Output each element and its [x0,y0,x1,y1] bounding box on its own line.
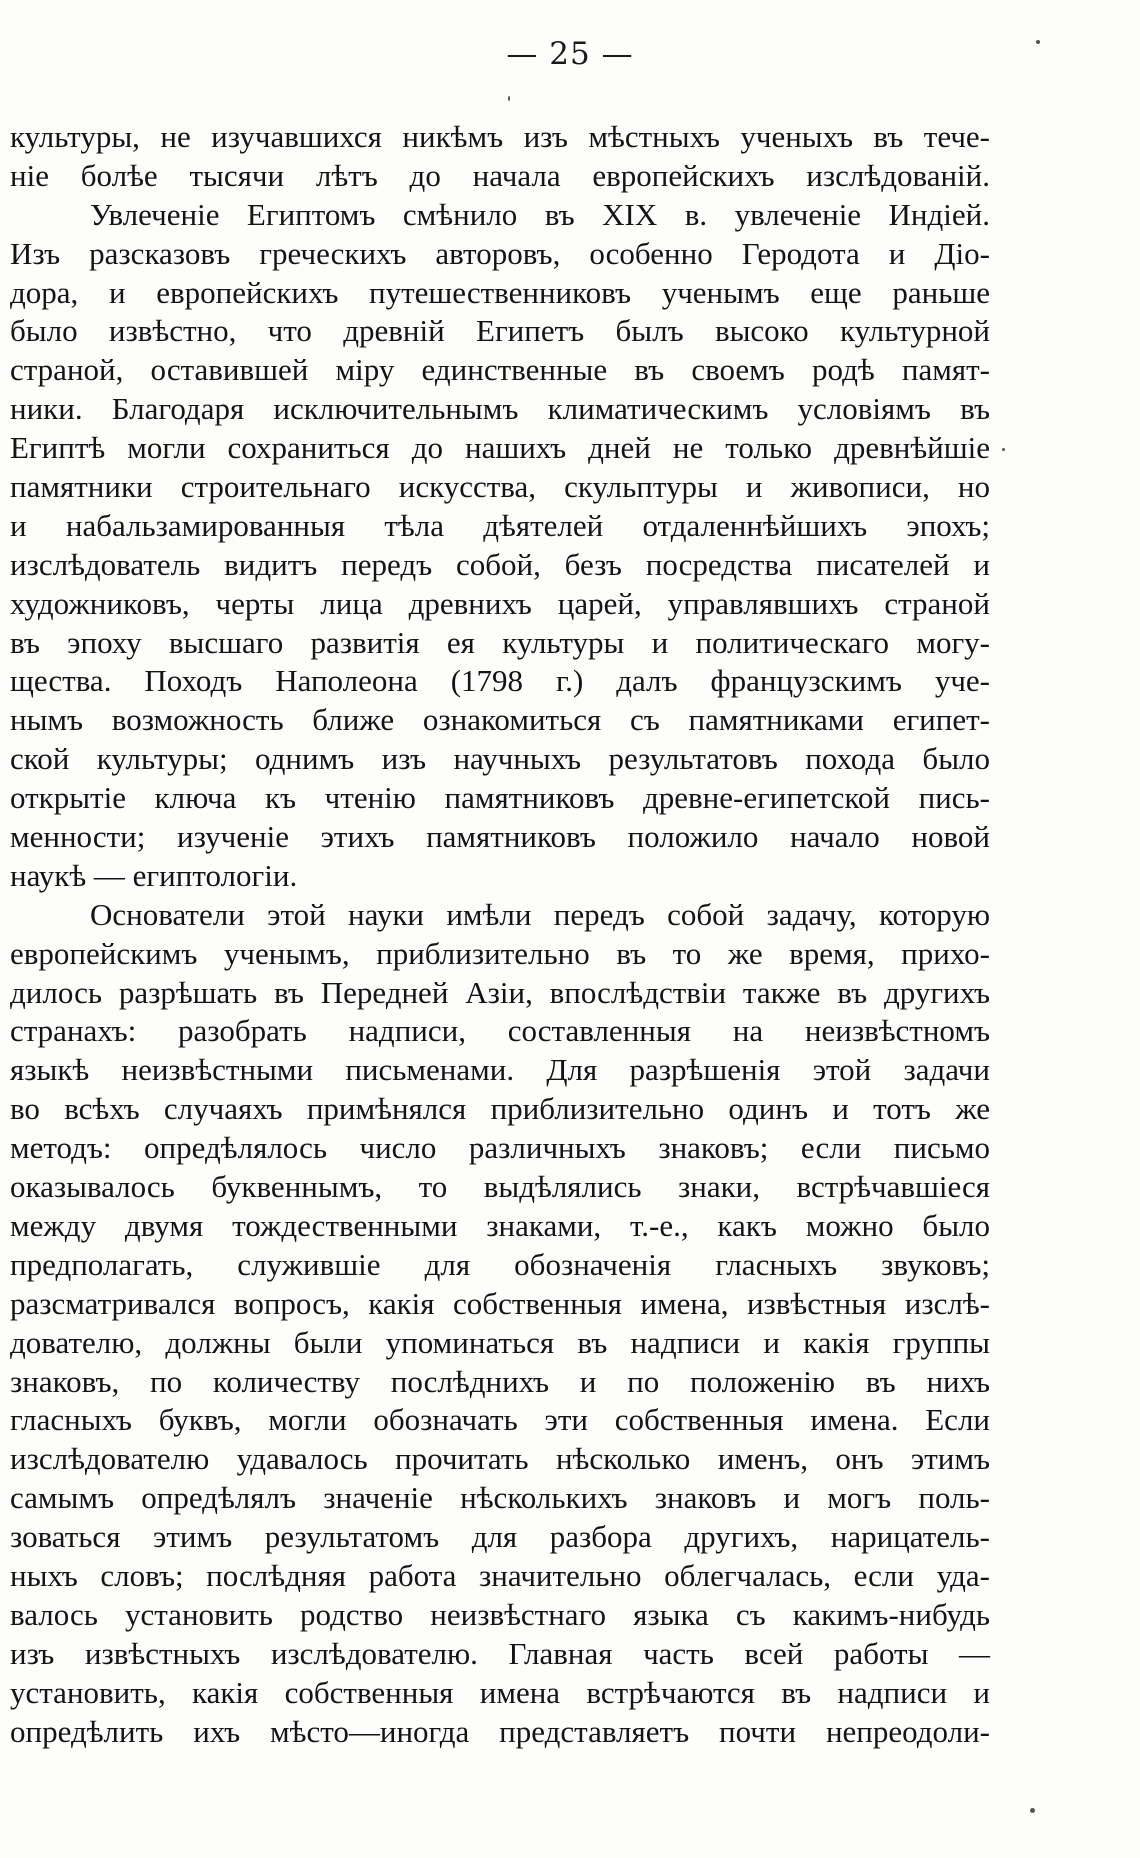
text-line: наукѣ — египтологіи. [10,857,298,893]
text-line: культуры, не изучавшихся никѣмъ изъ мѣстныхъ ученыхъ въ тече- [10,119,990,154]
text-line: между двумя тождественными знаками, т.-е., какъ можно было [10,1207,990,1243]
text-line: Увлеченіе Египтомъ смѣнило въ XIX в. увлеченіе Индіей. [90,196,990,232]
text-line: и набальзамированныя тѣла дѣятелей отдаленнѣйшихъ эпохъ; [10,507,990,543]
text-line: валось установить родство неизвѣстнаго языка съ какимъ-нибудь [10,1596,990,1632]
body-text [10,118,990,1751]
text-line: щества. Походъ Наполеона (1798 г.) далъ французскимъ уче- [10,663,990,699]
text-line: изслѣдователю удавалось прочитать нѣсколько именъ, онъ этимъ [10,1441,990,1477]
scan-speck [1030,1808,1035,1813]
text-line: дователю, должны были упоминаться въ надписи и какія группы [10,1324,990,1360]
text-line: ской культуры; однимъ изъ научныхъ результатовъ похода было [10,741,990,777]
text-line: изслѣдователь видитъ передъ собой, безъ посредства писателей и [10,546,990,582]
text-line: нымъ возможность ближе ознакомиться съ памятниками египет- [10,702,990,738]
text-line: открытіе ключа къ чтенію памятниковъ древне-египетской пись- [10,780,990,816]
page-number: — 25 — [506,36,634,72]
text-line: Египтѣ могли сохраниться до нашихъ дней не только древнѣйшіе [10,430,990,466]
text-line: знаковъ, по количеству послѣднихъ и по положенію въ нихъ [10,1363,990,1399]
text-line: самымъ опредѣлялъ значеніе нѣсколькихъ знаковъ и могъ поль- [10,1480,990,1516]
text-line: въ эпоху высшаго развитія ея культуры и политическаго могу- [10,624,990,660]
text-line: менности; изученіе этихъ памятниковъ положило начало новой [10,819,990,855]
text-line: странахъ: разобрать надписи, составленныя на неизвѣстномъ [10,1013,990,1049]
text-line: гласныхъ буквъ, могли обозначать эти собственныя имена. Если [10,1402,990,1438]
text-line: изъ извѣстныхъ изслѣдователю. Главная часть всей работы — [10,1635,990,1671]
text-line: ники. Благодаря исключительнымъ климатическимъ условіямъ въ [10,391,990,427]
text-line: разсматривался вопросъ, какія собственныя имена, извѣстныя изслѣ- [10,1285,990,1321]
scan-speck [1002,448,1005,451]
text-line: зоваться этимъ результатомъ для разбора другихъ, нарицатель- [10,1519,990,1555]
scan-speck [1036,40,1040,44]
text-line: языкѣ неизвѣстными письменами. Для разрѣшенія этой задачи [10,1052,990,1088]
text-line: ныхъ словъ; послѣдняя работа значительно облегчалась, если уда- [10,1557,990,1593]
text-line: художниковъ, черты лица древнихъ царей, управлявшихъ страной [10,585,990,621]
text-line: ніе болѣе тысячи лѣтъ до начала европейскихъ изслѣдованій. [10,157,990,193]
text-line: страной, оставившей міру единственные въ своемъ родѣ памят- [10,352,990,388]
text-line: предполагать, служившіе для обозначенія гласныхъ звуковъ; [10,1246,990,1282]
text-line: Основатели этой науки имѣли передъ собой задачу, которую [90,896,990,932]
text-line: Изъ разсказовъ греческихъ авторовъ, особенно Геродота и Діо- [10,235,990,271]
text-line: оказывалось буквеннымъ, то выдѣлялись знаки, встрѣчавшіеся [10,1169,990,1205]
text-line: дора, и европейскихъ путешественниковъ ученымъ еще раньше [10,274,990,310]
text-line: установить, какія собственныя имена встрѣчаются въ надписи и [10,1674,990,1710]
scan-speck [508,96,510,101]
text-line: дилось разрѣшать въ Передней Азіи, впослѣдствіи также въ другихъ [10,974,990,1010]
text-line: во всѣхъ случаяхъ примѣнялся приблизительно одинъ и тотъ же [10,1091,990,1127]
text-line: европейскимъ ученымъ, приблизительно въ то же время, прихо- [10,935,990,971]
text-line: было извѣстно, что древній Египетъ былъ высоко культурной [10,313,990,349]
text-line: памятники строительнаго искусства, скульптуры и живописи, но [10,469,990,505]
text-line: опредѣлить ихъ мѣсто—иногда представляетъ почти непреодоли- [10,1713,990,1749]
text-line: методъ: опредѣлялось число различныхъ знаковъ; если письмо [10,1130,990,1166]
